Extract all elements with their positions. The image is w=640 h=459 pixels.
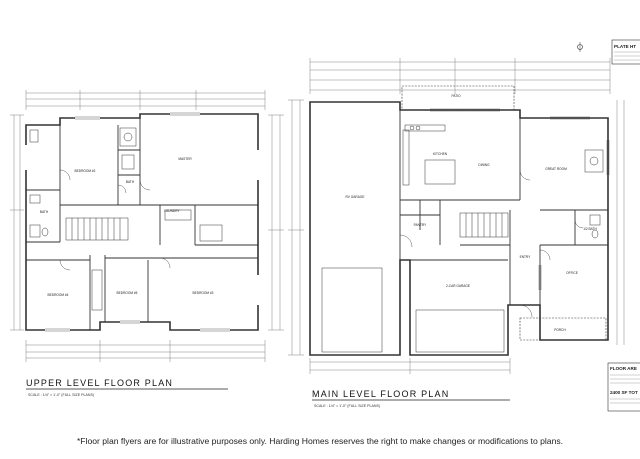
room-label-bedroom-3: BEDROOM #3: [192, 291, 214, 295]
main-plan-title: MAIN LEVEL FLOOR PLAN: [312, 389, 450, 399]
main-level-plan: [288, 58, 624, 374]
room-label-laundry: LAUNDRY: [164, 209, 180, 213]
upper-plan-scale: SCALE : 1/4" = 1'-0" (FULL SIZE PLANS): [28, 393, 95, 397]
room-label-dining: DINING: [478, 163, 490, 167]
room-label-bedroom-2: BEDROOM #2: [74, 169, 96, 173]
room-label-bath-master: BATH: [125, 180, 135, 184]
upper-plan-title: UPPER LEVEL FLOOR PLAN: [26, 378, 174, 388]
floor-area-label: FLOOR ARE: [610, 366, 637, 371]
kitchen-fixtures: [403, 125, 603, 238]
room-label-master: MASTER: [178, 157, 192, 161]
main-doors: [400, 170, 583, 317]
main-windows: [430, 109, 609, 290]
main-plan-scale: SCALE : 1/4" = 1'-0" (FULL SIZE PLANS): [314, 404, 381, 408]
room-label-entry: ENTRY: [519, 255, 531, 259]
upper-exterior-wall: [26, 114, 258, 330]
main-exterior-wall: [310, 102, 608, 355]
room-label-half-bath: 1/2 BATH: [583, 227, 597, 231]
north-arrow-icon: [578, 42, 583, 52]
room-label-great-room: GREAT ROOM: [545, 167, 567, 171]
room-label-kitchen: KITCHEN: [433, 152, 447, 156]
upper-fixtures: [30, 128, 222, 310]
disclaimer-text: *Floor plan flyers are for illustrative purposes only. Harding Homes reserves the right to make changes or modifications to plans.: [76, 436, 564, 446]
main-dimension-lines: [288, 58, 624, 374]
patio-outline: [402, 86, 514, 110]
total-sqft-label: 2400 SF TOT: [610, 390, 638, 395]
plate-height-label: PLATE HT: [614, 44, 637, 49]
upper-window-frames: [45, 113, 230, 331]
room-label-2-car-garage: 2-CAR GARAGE: [445, 284, 471, 288]
room-label-porch: PORCH: [554, 328, 566, 332]
room-label-rv-garage: RV GARAGE: [345, 195, 365, 199]
room-label-patio: PATIO: [451, 94, 461, 98]
upper-windows: [26, 114, 258, 330]
room-label-bedroom-5: BEDROOM #5: [116, 291, 138, 295]
upper-interior-walls: [26, 118, 258, 330]
main-interior-walls: [400, 110, 608, 305]
room-label-bath: BATH: [39, 210, 49, 214]
room-label-bedroom-4: BEDROOM #4: [47, 293, 69, 297]
garage-doors: [322, 268, 504, 352]
room-label-office: OFFICE: [566, 271, 578, 275]
upper-doors: [60, 170, 170, 270]
upper-level-plan: [10, 90, 284, 362]
room-label-pantry: PANTRY: [413, 223, 427, 227]
upper-stairs: [66, 218, 128, 240]
main-stairs: [460, 213, 508, 237]
